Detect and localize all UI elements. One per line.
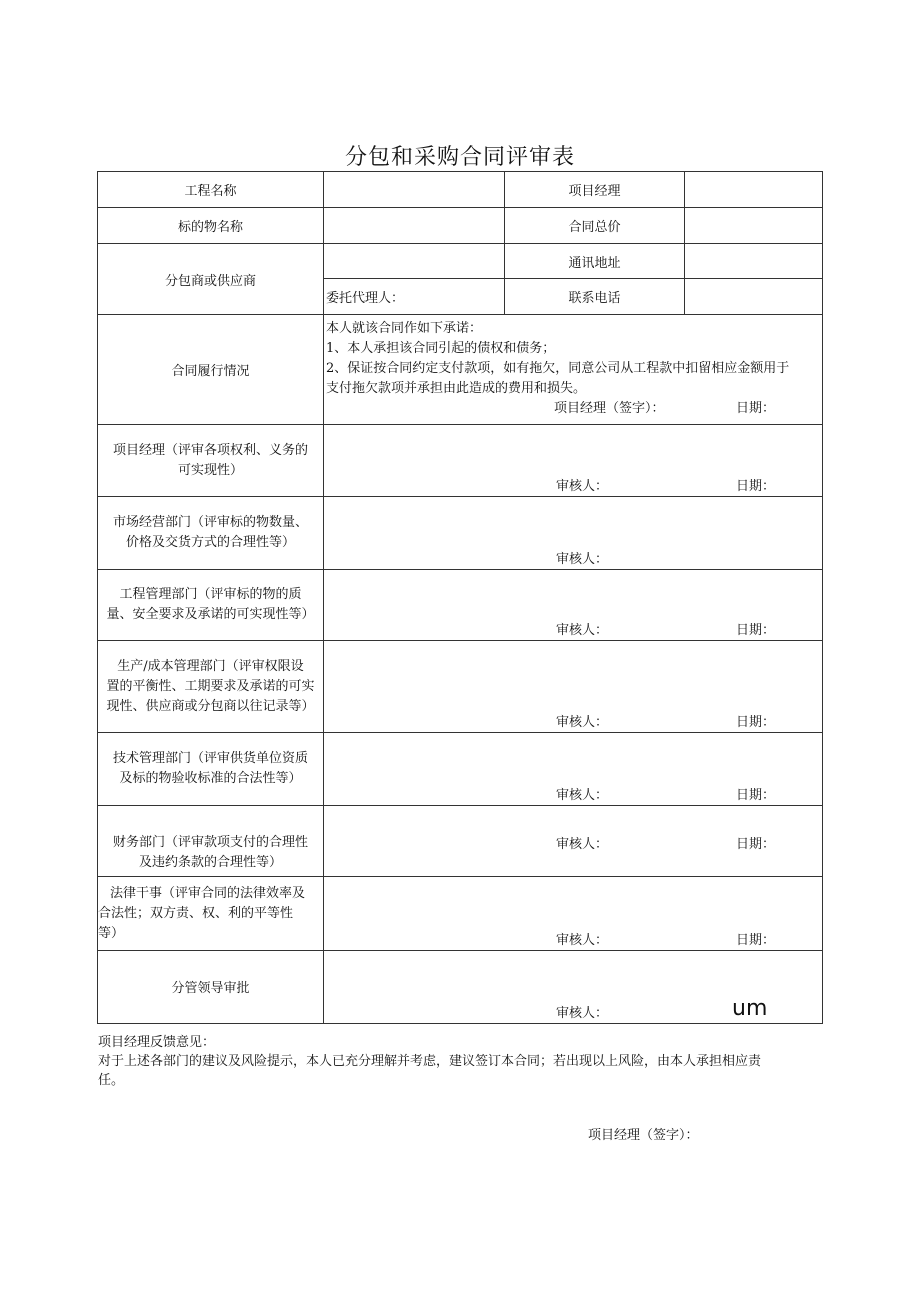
commitment-line: 本人就该合同作如下承诺： (326, 321, 483, 336)
project-name-label: 工程名称 (98, 172, 324, 208)
pm-signature-label: 项目经理（签字）： (588, 1128, 699, 1143)
supplier-label: 分包商或供应商 (98, 244, 324, 315)
review-cell-project-manager[interactable] (324, 425, 823, 497)
pm-feedback (98, 1033, 818, 1090)
subject-name-label: 标的物名称 (98, 208, 324, 244)
review-cell-leadership[interactable] (324, 951, 823, 1024)
performance-commitment (324, 315, 823, 425)
agent-label: 委托代理人： (324, 279, 505, 315)
date-label: 日期： (736, 401, 776, 416)
page-title: 分包和采购合同评审表 (344, 145, 575, 170)
review-cell-legal[interactable] (324, 877, 823, 951)
performance-label: 合同履行情况 (98, 315, 324, 425)
contract-price-label: 合同总价 (505, 208, 685, 244)
review-label-engineering: 工程管理部门（评审标的物的质 量、安全要求及承诺的可实现性等） (98, 570, 324, 641)
commitment-line: 2、保证按合同约定支付款项，如有拖欠，同意公司从工程款中扣留相应金额用于 (326, 361, 790, 376)
review-cell-engineering[interactable] (324, 570, 823, 641)
review-cell-marketing[interactable] (324, 497, 823, 570)
review-form-table (97, 171, 823, 1024)
review-label-finance: 财务部门（评审款项支付的合理性 及违约条款的合理性等） (98, 806, 324, 877)
review-label-legal: 法律干事（评审合同的法律效率及 合法性；双方责、权、利的平等性 等） (98, 877, 324, 951)
commitment-line: 支付拖欠款项并承担由此造成的费用和损失。 (326, 381, 587, 396)
reviewer-label: 审核人： (556, 552, 609, 567)
reviewer-label: 审核人： (556, 715, 609, 730)
handwritten-mark: um (732, 996, 768, 1021)
phone-field[interactable] (685, 279, 823, 315)
review-label-production-cost: 生产/成本管理部门（评审权限设 置的平衡性、工期要求及承诺的可实 现性、供应商或分包商以往记录等） (98, 641, 324, 733)
address-label: 通讯地址 (505, 244, 685, 279)
review-cell-technical[interactable] (324, 733, 823, 806)
reviewer-label: 审核人： (556, 623, 609, 638)
review-cell-finance[interactable] (324, 806, 823, 877)
date-label: 日期： (736, 715, 776, 730)
address-field[interactable] (685, 244, 823, 279)
review-label-leadership: 分管领导审批 (98, 951, 324, 1024)
contract-price-field[interactable] (685, 208, 823, 244)
project-manager-field[interactable] (685, 172, 823, 208)
reviewer-label: 审核人： (556, 933, 609, 948)
date-label: 日期： (736, 837, 776, 852)
supplier-field[interactable] (324, 244, 505, 279)
reviewer-label: 审核人： (556, 479, 609, 494)
reviewer-label: 审核人： (556, 788, 609, 803)
project-name-field[interactable] (324, 172, 505, 208)
feedback-text: 对于上述各部门的建议及风险提示，本人已充分理解并考虑，建议签订本合同；若出现以上风险，由本人承担相应责 (98, 1054, 762, 1069)
project-manager-label: 项目经理 (505, 172, 685, 208)
subject-name-field[interactable] (324, 208, 505, 244)
date-label: 日期： (736, 479, 776, 494)
review-label-project-manager: 项目经理（评审各项权利、义务的 可实现性） (98, 425, 324, 497)
feedback-heading: 项目经理反馈意见： (98, 1035, 216, 1050)
commitment-line: 1、本人承担该合同引起的债权和债务； (326, 341, 556, 356)
date-label: 日期： (736, 623, 776, 638)
feedback-text: 任。 (98, 1073, 125, 1088)
reviewer-label: 审核人： (556, 1006, 609, 1021)
review-label-marketing: 市场经营部门（评审标的物数量、 价格及交货方式的合理性等） (98, 497, 324, 570)
phone-label: 联系电话 (505, 279, 685, 315)
date-label: 日期： (736, 933, 776, 948)
review-cell-production-cost[interactable] (324, 641, 823, 733)
reviewer-label: 审核人： (556, 837, 609, 852)
date-label: 日期： (736, 788, 776, 803)
review-label-technical: 技术管理部门（评审供货单位资质 及标的物验收标准的合法性等） (98, 733, 324, 806)
pm-sign-label: 项目经理（签字）： (554, 401, 665, 416)
